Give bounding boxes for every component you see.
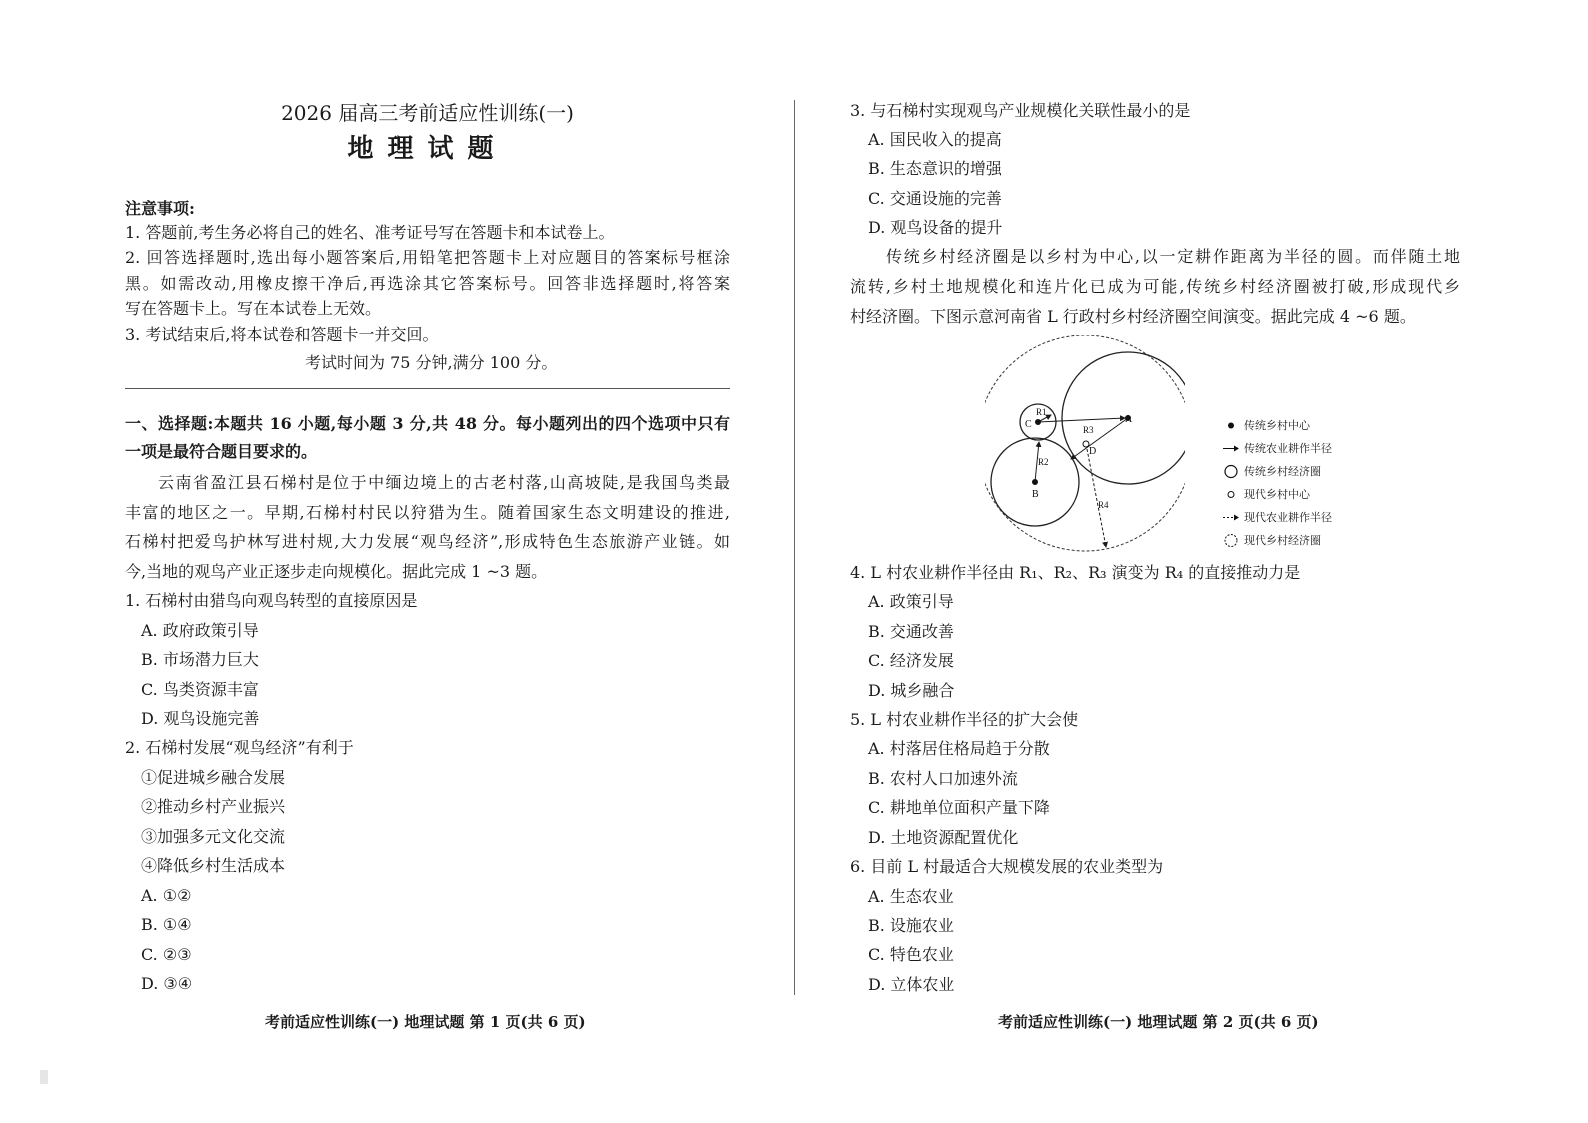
passage2-line-3: 村经济圈。下图示意河南省 L 行政村乡村经济圈空间演变。据此完成 4 ~6 题。	[850, 307, 1416, 326]
legend-row-modern-center	[1222, 483, 1372, 506]
solid-arrow-icon	[1222, 437, 1240, 460]
legend-label: 传统乡村经济圈	[1244, 465, 1321, 478]
legend-label: 现代农业耕作半径	[1244, 511, 1332, 524]
dashed-circle-icon	[1222, 529, 1240, 552]
q1-option-b: B. 市场潜力巨大	[141, 650, 259, 669]
q6-option-d: D. 立体农业	[868, 975, 955, 994]
q4-option-d: D. 城乡融合	[868, 681, 955, 700]
passage2-line-2: 流转,乡村土地规模化和连片化已成为可能,传统乡村经济圈被打破,形成现代乡	[850, 277, 1460, 296]
q5-option-b: B. 农村人口加速外流	[868, 769, 1018, 788]
label-b: B	[1032, 489, 1039, 500]
q5-option-d: D. 土地资源配置优化	[868, 828, 1019, 847]
label-r2: R2	[1038, 457, 1049, 467]
legend-row-traditional-center	[1222, 414, 1372, 437]
notice-heading: 注意事项:	[125, 199, 195, 218]
q2-item-2: ②推动乡村产业振兴	[141, 797, 286, 816]
passage1-line-2: 丰富的地区之一。早期,石梯村村民以狩猎为生。随着国家生态文明建设的推进,	[125, 503, 730, 522]
notice-line-1: 1. 答题前,考生务必将自己的姓名、准考证号写在答题卡和本试卷上。	[125, 223, 615, 242]
exam-title-subject: 地理试题	[347, 134, 508, 164]
solid-circle-icon	[1222, 460, 1240, 483]
filled-dot-icon	[1222, 414, 1240, 437]
q1-stem: 1. 石梯村由猎鸟向观鸟转型的直接原因是	[125, 591, 418, 610]
legend-row-modern-circle	[1222, 529, 1372, 552]
q2-option-b: B. ①④	[141, 915, 192, 934]
q5-option-c: C. 耕地单位面积产量下降	[868, 798, 1050, 817]
right-page-footer: 考前适应性训练(一) 地理试题 第 2 页(共 6 页)	[998, 1013, 1319, 1031]
label-d: D	[1089, 446, 1097, 457]
q1-option-c: C. 鸟类资源丰富	[141, 680, 259, 699]
legend-label: 传统乡村中心	[1244, 419, 1310, 432]
label-r4: R4	[1098, 500, 1109, 510]
q6-option-b: B. 设施农业	[868, 916, 954, 935]
radius-r3-arrow	[1071, 418, 1128, 459]
notice-line-4: 写在答题卡上。写在本试卷上无效。	[125, 299, 382, 318]
q6-stem: 6. 目前 L 村最适合大规模发展的农业类型为	[850, 857, 1164, 876]
q3-option-c: C. 交通设施的完善	[868, 189, 1002, 208]
label-r3: R3	[1083, 425, 1094, 435]
passage1-line-1: 云南省盈江县石梯村是位于中缅边境上的古老村落,山高坡陡,是我国鸟类最	[158, 473, 730, 492]
q2-option-a: A. ①②	[141, 886, 192, 905]
header-rule	[125, 388, 730, 389]
legend-row-traditional-radius	[1222, 437, 1372, 460]
notice-line-2: 2. 回答选择题时,选出每小题答案后,用铅笔把答题卡上对应题目的答案标号框涂	[125, 248, 730, 267]
q4-option-c: C. 经济发展	[868, 651, 954, 670]
label-c: C	[1025, 419, 1032, 430]
left-page-footer: 考前适应性训练(一) 地理试题 第 1 页(共 6 页)	[265, 1013, 586, 1031]
scan-artifact	[40, 1070, 48, 1084]
legend-row-traditional-circle	[1222, 460, 1372, 483]
exam-time-note: 考试时间为 75 分钟,满分 100 分。	[305, 353, 558, 372]
section-heading-line-2: 一项是最符合题目要求的。	[125, 442, 318, 461]
passage2-line-1: 传统乡村经济圈是以乡村为中心,以一定耕作距离为半径的圆。而伴随土地	[886, 247, 1460, 266]
q3-option-a: A. 国民收入的提高	[868, 130, 1002, 149]
legend-label: 现代乡村经济圈	[1244, 534, 1321, 547]
hollow-dot-icon	[1222, 483, 1240, 506]
q3-option-d: D. 观鸟设备的提升	[868, 218, 1003, 237]
exam-title-line1: 2026 届高三考前适应性训练(一)	[281, 101, 574, 125]
q1-option-d: D. 观鸟设施完善	[141, 709, 260, 728]
legend-row-modern-radius	[1222, 506, 1372, 529]
legend-label: 传统农业耕作半径	[1244, 442, 1332, 455]
q1-option-a: A. 政府政策引导	[141, 621, 259, 640]
label-r1: R1	[1036, 407, 1047, 417]
center-b-dot	[1032, 479, 1038, 485]
legend-label: 现代乡村中心	[1244, 488, 1310, 501]
center-c-dot	[1035, 419, 1041, 425]
q4-stem: 4. L 村农业耕作半径由 R₁、R₂、R₃ 演变为 R₄ 的直接推动力是	[850, 563, 1301, 582]
label-a: A	[1125, 414, 1133, 425]
notice-line-3: 黑。如需改动,用橡皮擦干净后,再选涂其它答案标号。回答非选择题时,将答案	[125, 274, 730, 293]
q3-stem: 3. 与石梯村实现观鸟产业规模化关联性最小的是	[850, 101, 1191, 120]
page-divider	[794, 100, 795, 995]
q4-option-a: A. 政策引导	[868, 592, 954, 611]
dashed-arrow-icon	[1222, 506, 1240, 529]
q3-option-b: B. 生态意识的增强	[868, 159, 1002, 178]
q2-item-1: ①促进城乡融合发展	[141, 768, 286, 787]
q6-option-c: C. 特色农业	[868, 945, 954, 964]
q2-item-4: ④降低乡村生活成本	[141, 856, 286, 875]
q2-option-d: D. ③④	[141, 974, 193, 993]
q2-stem: 2. 石梯村发展“观鸟经济”有利于	[125, 738, 354, 757]
passage1-line-4: 今,当地的观鸟产业正逐步走向规模化。据此完成 1 ~3 题。	[125, 562, 548, 581]
passage1-line-3: 石梯村把爱鸟护林写进村规,大力发展“观鸟经济”,形成特色生态旅游产业链。如	[125, 532, 730, 551]
q6-option-a: A. 生态农业	[868, 887, 954, 906]
notice-line-5: 3. 考试结束后,将本试卷和答题卡一并交回。	[125, 325, 439, 344]
q2-item-3: ③加强多元文化交流	[141, 827, 286, 846]
q5-stem: 5. L 村农业耕作半径的扩大会使	[850, 710, 1079, 729]
connector-c-a	[1038, 418, 1125, 422]
economic-circle-diagram	[985, 335, 1185, 555]
section-heading-line-1: 一、选择题:本题共 16 小题,每小题 3 分,共 48 分。每小题列出的四个选项中只有	[125, 414, 730, 433]
q4-option-b: B. 交通改善	[868, 622, 954, 641]
diagram-legend	[1222, 414, 1372, 552]
q5-option-a: A. 村落居住格局趋于分散	[868, 739, 1050, 758]
q2-option-c: C. ②③	[141, 945, 192, 964]
radius-r4-arrow	[1086, 444, 1106, 547]
